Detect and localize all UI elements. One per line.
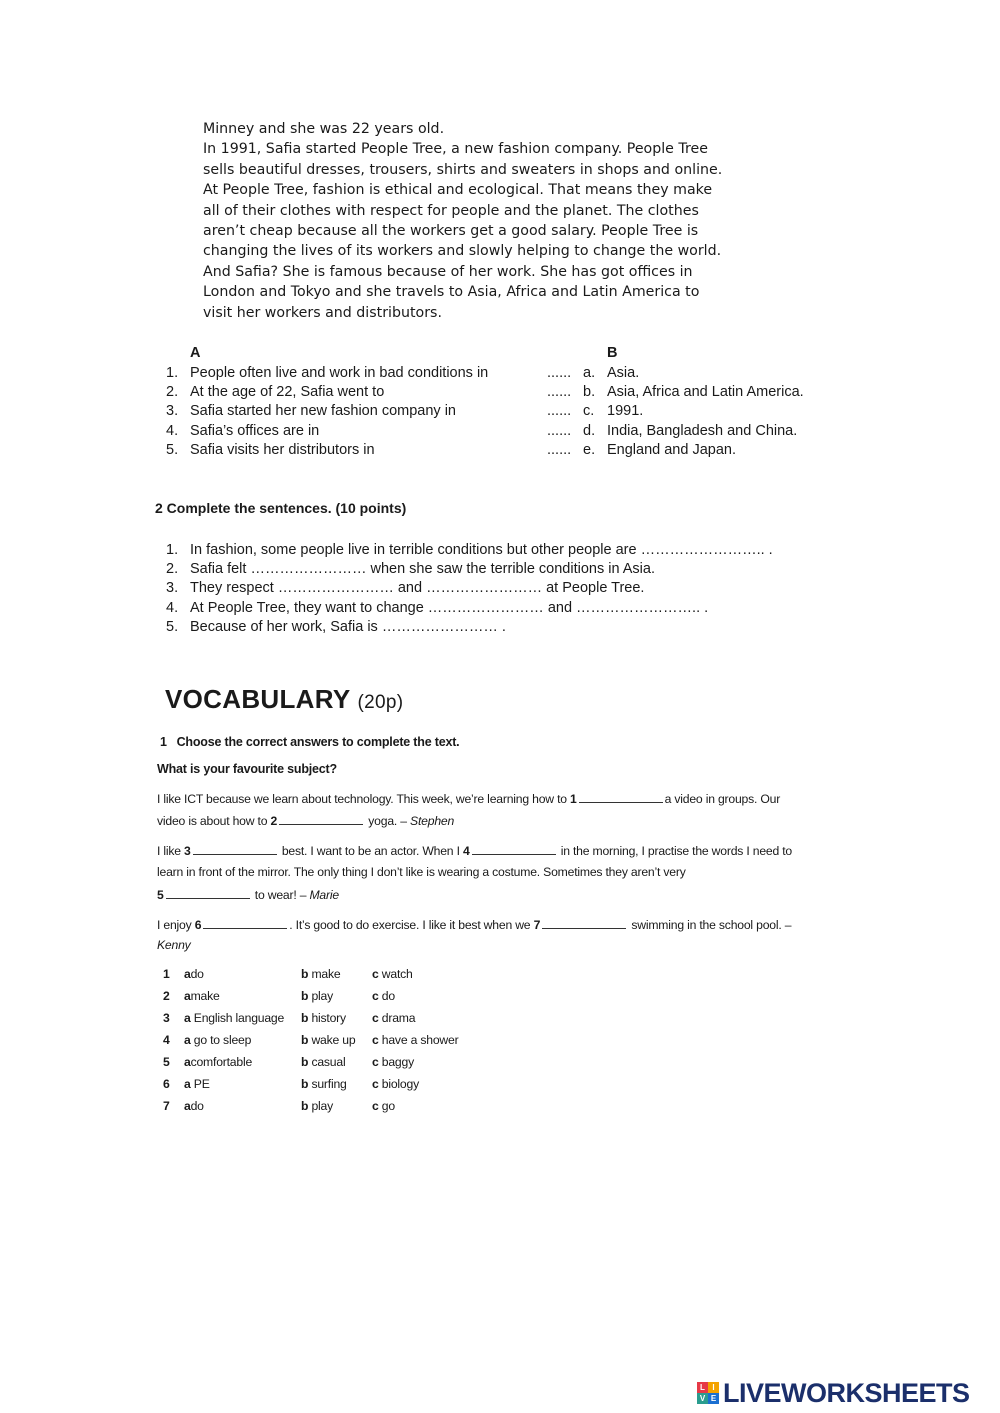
option-text: play: [311, 1099, 333, 1113]
option-letter: e.: [583, 442, 596, 458]
gap-blank[interactable]: [472, 843, 556, 855]
reading-line: changing the lives of its workers and slowly helping to change the world.: [203, 243, 722, 260]
option-letter: b: [301, 1033, 309, 1047]
option-text: India, Bangladesh and China.: [607, 423, 798, 439]
option-letter: a.: [583, 365, 596, 381]
option-text: 1991.: [607, 403, 644, 419]
gap-blank[interactable]: [193, 843, 277, 855]
vocabulary-title: VOCABULARY: [165, 684, 351, 714]
text-fragment: in the morning, I practise the words I need to: [560, 844, 793, 858]
matching-row: [0, 384, 1000, 403]
reading-line: In 1991, Safia started People Tree, a new fashion company. People Tree: [203, 141, 708, 158]
sentence-item: [0, 619, 1000, 638]
option-text: Asia, Africa and Latin America.: [607, 384, 804, 400]
text-fragment: I like ICT because we learn about technology. This week, we’re learning how to: [157, 792, 567, 806]
option-text: have a shower: [381, 1033, 459, 1047]
option-text: make: [311, 967, 341, 981]
item-text: Safia visits her distributors in: [190, 442, 375, 458]
logo-tile: V: [697, 1393, 708, 1404]
vocabulary-question: What is your favourite subject?: [157, 762, 337, 776]
option-letter: c: [372, 1033, 379, 1047]
item-text: People often live and work in bad conditions in: [190, 365, 489, 381]
column-a-header: A: [190, 345, 201, 361]
option-a[interactable]: [184, 1033, 251, 1047]
item-number: 2.: [166, 384, 179, 400]
option-b[interactable]: [301, 989, 333, 1003]
vocabulary-points: (20p): [357, 692, 404, 713]
option-text: comfortable: [190, 1055, 253, 1069]
item-text: At the age of 22, Safia went to: [190, 384, 385, 400]
reading-line: sells beautiful dresses, trousers, shirts and sweaters in shops and online.: [203, 161, 723, 178]
text-fragment: I enjoy: [157, 918, 192, 932]
matching-row: [0, 365, 1000, 384]
text-fragment: video is about how to: [157, 814, 268, 828]
option-text: go: [381, 1099, 395, 1113]
matching-row: [0, 442, 1000, 461]
option-b[interactable]: [301, 1033, 355, 1047]
item-text: Safia’s offices are in: [190, 423, 320, 439]
vocabulary-instruction: [160, 735, 459, 749]
item-number: 2.: [166, 561, 179, 577]
sentence-item: [0, 580, 1000, 599]
option-letter: c: [372, 1011, 379, 1025]
option-c[interactable]: [372, 967, 413, 981]
gap-number: 2: [270, 814, 278, 828]
option-number: 3: [163, 1011, 170, 1025]
reading-line: At People Tree, fashion is ethical and ecological. That means they make: [203, 182, 713, 199]
option-a[interactable]: [184, 967, 204, 981]
student-name: Stephen: [410, 814, 455, 828]
option-letter: a: [184, 1011, 191, 1025]
gap-number: 1: [570, 792, 577, 806]
option-b[interactable]: [301, 1055, 345, 1069]
option-text: casual: [311, 1055, 346, 1069]
answer-blank[interactable]: ......: [547, 423, 572, 439]
option-letter: a: [184, 989, 191, 1003]
option-letter: b: [301, 967, 309, 981]
option-text: wake up: [311, 1033, 356, 1047]
option-text: play: [311, 989, 333, 1003]
option-number: 6: [163, 1077, 170, 1091]
item-number: 3.: [166, 403, 179, 419]
gap-blank[interactable]: [203, 917, 287, 929]
option-row: [0, 1055, 1000, 1073]
text-fragment: best. I want to be an actor. When I: [281, 844, 460, 858]
item-number: 4.: [166, 423, 179, 439]
option-number: 5: [163, 1055, 170, 1069]
gap-blank[interactable]: [279, 813, 363, 825]
option-letter: a: [184, 1033, 191, 1047]
instruction-number: 1: [160, 735, 167, 749]
gap-number: 3: [184, 844, 191, 858]
option-text: drama: [381, 1011, 416, 1025]
option-letter: b: [301, 1099, 309, 1113]
gap-blank[interactable]: [166, 887, 250, 899]
option-c[interactable]: [372, 1055, 414, 1069]
option-c[interactable]: [372, 1077, 419, 1091]
option-a[interactable]: [184, 1055, 252, 1069]
text-fragment: swimming in the school pool. –: [631, 918, 792, 932]
option-letter: b: [301, 989, 309, 1003]
gap-blank[interactable]: [542, 917, 626, 929]
liveworksheets-icon: [697, 1382, 719, 1404]
option-row: [0, 1011, 1000, 1029]
option-text: go to sleep: [193, 1033, 252, 1047]
reading-line: And Safia? She is famous because of her work. She has got offices in: [203, 263, 693, 280]
text-paragraph-1-line-1: [157, 791, 780, 806]
option-b[interactable]: [301, 1011, 346, 1025]
text-fragment: to wear! –: [254, 888, 307, 902]
option-c[interactable]: [372, 989, 395, 1003]
item-number: 5.: [166, 442, 179, 458]
option-text: biology: [381, 1077, 419, 1091]
answer-blank[interactable]: ......: [547, 384, 572, 400]
option-letter: a: [184, 1077, 191, 1091]
text-fragment: a video in groups. Our: [664, 792, 781, 806]
section-title: 2 Complete the sentences. (10 points): [155, 500, 407, 516]
option-text: surfing: [311, 1077, 347, 1091]
option-text: English language: [193, 1011, 285, 1025]
item-number: 3.: [166, 580, 179, 596]
matching-row: [0, 423, 1000, 442]
logo-tile: E: [708, 1393, 719, 1404]
option-text: do: [381, 989, 395, 1003]
option-number: 7: [163, 1099, 170, 1113]
gap-number: 4: [462, 844, 470, 858]
reading-line: visit her workers and distributors.: [203, 304, 442, 321]
option-text: PE: [193, 1077, 210, 1091]
text-fragment: I like: [157, 844, 181, 858]
sentence-text[interactable]: In fashion, some people live in terrible conditions but other people are …………………….. .: [190, 542, 773, 558]
option-letter: a: [184, 1099, 191, 1113]
sentence-item: [0, 542, 1000, 561]
option-a[interactable]: [184, 989, 220, 1003]
option-letter: c: [372, 967, 379, 981]
gap-number: 7: [533, 918, 541, 932]
answer-blank[interactable]: ......: [547, 365, 572, 381]
matching-row: [0, 403, 1000, 422]
option-a[interactable]: [184, 1077, 210, 1091]
sentence-text[interactable]: At People Tree, they want to change …………………… and …………………….. .: [190, 600, 709, 616]
answer-blank[interactable]: ......: [547, 442, 572, 458]
answer-blank[interactable]: ......: [547, 403, 572, 419]
logo-text: LIVEWORKSHEETS: [723, 1377, 970, 1408]
option-text: make: [190, 989, 220, 1003]
option-a[interactable]: [184, 1011, 284, 1025]
option-letter: d.: [583, 423, 596, 439]
logo-tile: I: [708, 1382, 719, 1393]
student-name: Marie: [309, 888, 339, 902]
option-letter: b.: [583, 384, 596, 400]
logo-tile: L: [697, 1382, 708, 1393]
column-b-header: B: [607, 345, 618, 361]
option-b[interactable]: [301, 1077, 347, 1091]
matching-headers: [0, 345, 1000, 364]
liveworksheets-logo: [697, 1378, 970, 1408]
sentence-item: [0, 561, 1000, 580]
option-number: 4: [163, 1033, 170, 1047]
option-letter: a: [184, 967, 191, 981]
item-number: 4.: [166, 600, 179, 616]
instruction-text: Choose the correct answers to complete the text.: [176, 735, 460, 749]
option-letter: c.: [583, 403, 595, 419]
text-paragraph-2-line-2: learn in front of the mirror. The only thing I don’t like is wearing a costume. Sometimes they aren’t very: [157, 865, 686, 879]
reading-line: aren’t cheap because all the workers get a good salary. People Tree is: [203, 223, 699, 240]
sentence-item: [0, 600, 1000, 619]
text-fragment: yoga. –: [368, 814, 407, 828]
sentence-text[interactable]: Safia felt …………………… when she saw the terrible conditions in Asia.: [190, 561, 655, 577]
option-text: England and Japan.: [607, 442, 736, 458]
reading-line: all of their clothes with respect for people and the planet. The clothes: [203, 202, 699, 219]
gap-number: 6: [194, 918, 202, 932]
item-number: 1.: [166, 365, 179, 381]
option-letter: b: [301, 1077, 309, 1091]
option-row: [0, 1099, 1000, 1117]
text-paragraph-2-line-3: [157, 887, 339, 902]
option-letter: b: [301, 1055, 309, 1069]
option-c[interactable]: [372, 1099, 395, 1113]
text-paragraph-3-line-1: [157, 917, 791, 932]
option-b[interactable]: [301, 1099, 333, 1113]
option-c[interactable]: [372, 1011, 415, 1025]
option-row: [0, 1077, 1000, 1095]
option-a[interactable]: [184, 1099, 204, 1113]
option-letter: c: [372, 1099, 379, 1113]
option-c[interactable]: [372, 1033, 458, 1047]
option-text: do: [190, 1099, 204, 1113]
option-text: do: [190, 967, 204, 981]
item-number: 1.: [166, 542, 179, 558]
option-text: Asia.: [607, 365, 640, 381]
text-paragraph-2-line-1: [157, 843, 792, 858]
vocabulary-heading: [165, 684, 403, 715]
option-letter: a: [184, 1055, 191, 1069]
option-row: [0, 1033, 1000, 1051]
reading-line: Minney and she was 22 years old.: [203, 121, 445, 137]
option-b[interactable]: [301, 967, 340, 981]
option-text: watch: [381, 967, 413, 981]
sentence-text[interactable]: Because of her work, Safia is …………………… .: [190, 619, 506, 635]
item-text: Safia started her new fashion company in: [190, 403, 456, 419]
sentence-text[interactable]: They respect …………………… and …………………… at People Tree.: [190, 580, 645, 596]
option-letter: c: [372, 989, 379, 1003]
option-number: 1: [163, 967, 170, 981]
option-letter: c: [372, 1055, 379, 1069]
option-letter: c: [372, 1077, 379, 1091]
reading-line: London and Tokyo and she travels to Asia, Africa and Latin America to: [203, 284, 700, 301]
text-fragment: . It’s good to do exercise. I like it best when we: [289, 918, 531, 932]
option-text: history: [311, 1011, 346, 1025]
option-letter: b: [301, 1011, 309, 1025]
student-name: Kenny: [157, 938, 191, 952]
gap-blank[interactable]: [579, 791, 663, 803]
option-row: [0, 989, 1000, 1007]
option-text: baggy: [381, 1055, 414, 1069]
reading-passage: [203, 119, 723, 323]
option-number: 2: [163, 989, 170, 1003]
text-paragraph-1-line-2: [157, 813, 454, 828]
item-number: 5.: [166, 619, 179, 635]
option-row: [0, 967, 1000, 985]
gap-number: 5: [157, 888, 164, 902]
